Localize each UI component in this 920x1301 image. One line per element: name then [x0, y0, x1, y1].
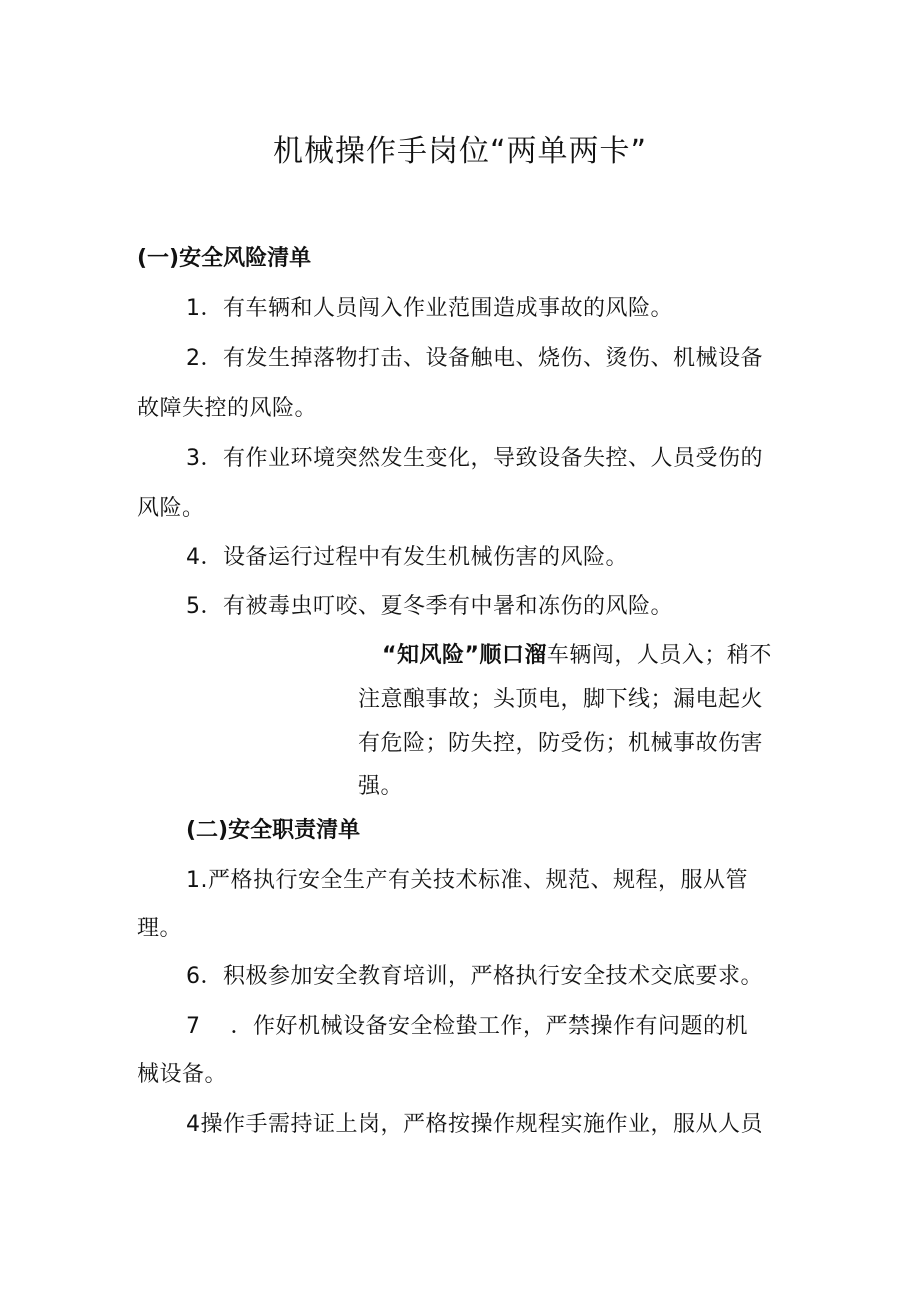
- duty-item-1: 1.严格执行安全生产有关技术标准、规范、规程，服从管: [186, 868, 748, 893]
- risk-item-2-cont: 故障失控的风险。: [137, 396, 318, 421]
- duty-item-3-number: 7: [186, 1014, 201, 1039]
- risk-item-4: 4．设备运行过程中有发生机械伤害的风险。: [186, 545, 628, 570]
- rhyme-label: “知风险”顺口溜: [382, 643, 547, 668]
- duty-item-3: [186, 1012, 748, 1042]
- section-heading-duty-list: (二)安全职责清单: [186, 818, 361, 843]
- risk-item-2: 2．有发生掉落物打击、设备触电、烧伤、烫伤、机械设备: [186, 346, 763, 371]
- duty-item-3-cont: 械设备。: [137, 1062, 228, 1087]
- rhyme-line-4: 强。: [358, 774, 404, 799]
- duty-item-3-text: ．作好机械设备安全检蛰工作，严禁操作有问题的机: [230, 1014, 749, 1039]
- section-heading-risk-list: (一)安全风险清单: [137, 246, 312, 271]
- rhyme-line-3: 有危险；防失控，防受伤；机械事故伤害: [358, 731, 764, 756]
- risk-item-1: 1．有车辆和人员闯入作业范围造成事故的风险。: [186, 296, 673, 321]
- risk-item-5: 5．有被毒虫叮咬、夏冬季有中暑和冻伤的风险。: [186, 594, 673, 619]
- rhyme-line-1: [382, 641, 772, 671]
- rhyme-line-2: 注意酿事故；头顶电，脚下线；漏电起火: [358, 687, 764, 712]
- duty-item-4: 4操作手需持证上岗，严格按操作规程实施作业，服从人员: [186, 1112, 763, 1137]
- document-title: 机械操作手岗位“两单两卡”: [272, 134, 648, 169]
- risk-item-3-cont: 风险。: [137, 496, 205, 521]
- duty-item-2: 6．积极参加安全教育培训，严格执行安全技术交底要求。: [186, 964, 763, 989]
- risk-item-3: 3．有作业环境突然发生变化，导致设备失控、人员受伤的: [186, 446, 763, 471]
- rhyme-text-1: 车辆闯，人员入；稍不: [546, 643, 772, 668]
- duty-item-1-cont: 理。: [137, 916, 183, 941]
